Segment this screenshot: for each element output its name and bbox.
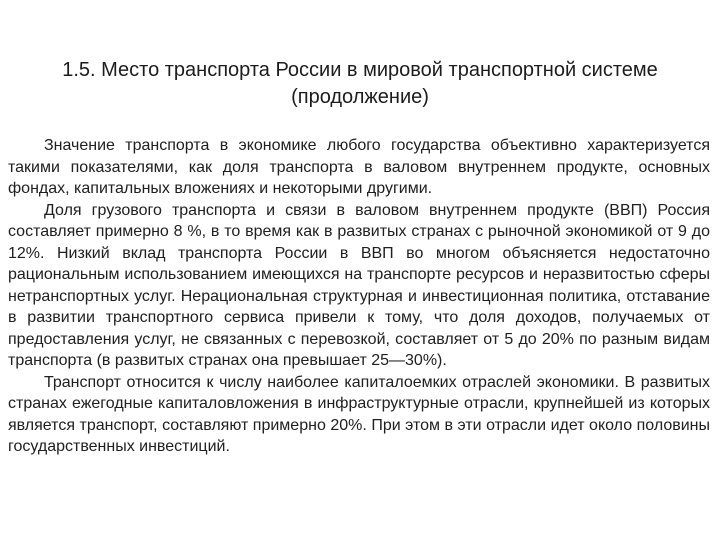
slide-title-line-1: 1.5. Место транспорта России в мировой транспортной системе	[62, 59, 658, 81]
paragraph-gdp-share: Доля грузового транспорта и связи в валовом внутреннем продукте (ВВП) Россия составляет примерно 8 %, в то время как в развитых странах с рыночной экономикой от 9 до 12%. Низкий вклад транспорта России в ВВП во многом объясняется недостаточно рациональным использованием имеющихся на транспорте ресурсов и неразвитостью сферы нетранспортных услуг. Нерациональная структурная и инвестиционная политика, отставание в развитии транспортного сервиса привели к тому, что доля доходов, получаемых от предоставления услуг, не связанных с перевозкой, составляет от 5 до 20% по разным видам транспорта (в развитых странах она превышает 25—30%).	[8, 201, 710, 369]
paragraph-transport-significance: Значение транспорта в экономике любого государства объективно характеризуется такими показателями, как доля транспорта в валовом внутреннем продукте, основных фондах, капитальных вложениях и некоторыми другими.	[8, 137, 710, 197]
paragraph-capital-intensity: Транспорт относится к числу наиболее капиталоемких отраслей экономики. В развитых странах ежегодные капиталовложения в инфраструктурные отрасли, крупнейшей из которых является транспорт, составляют примерно 20%. При этом в эти отрасли идет около половины государственных инвестиций.	[8, 373, 710, 455]
slide-title-line-2: (продолжение)	[291, 86, 429, 108]
slide-body	[8, 135, 710, 458]
slide-title	[20, 57, 700, 111]
